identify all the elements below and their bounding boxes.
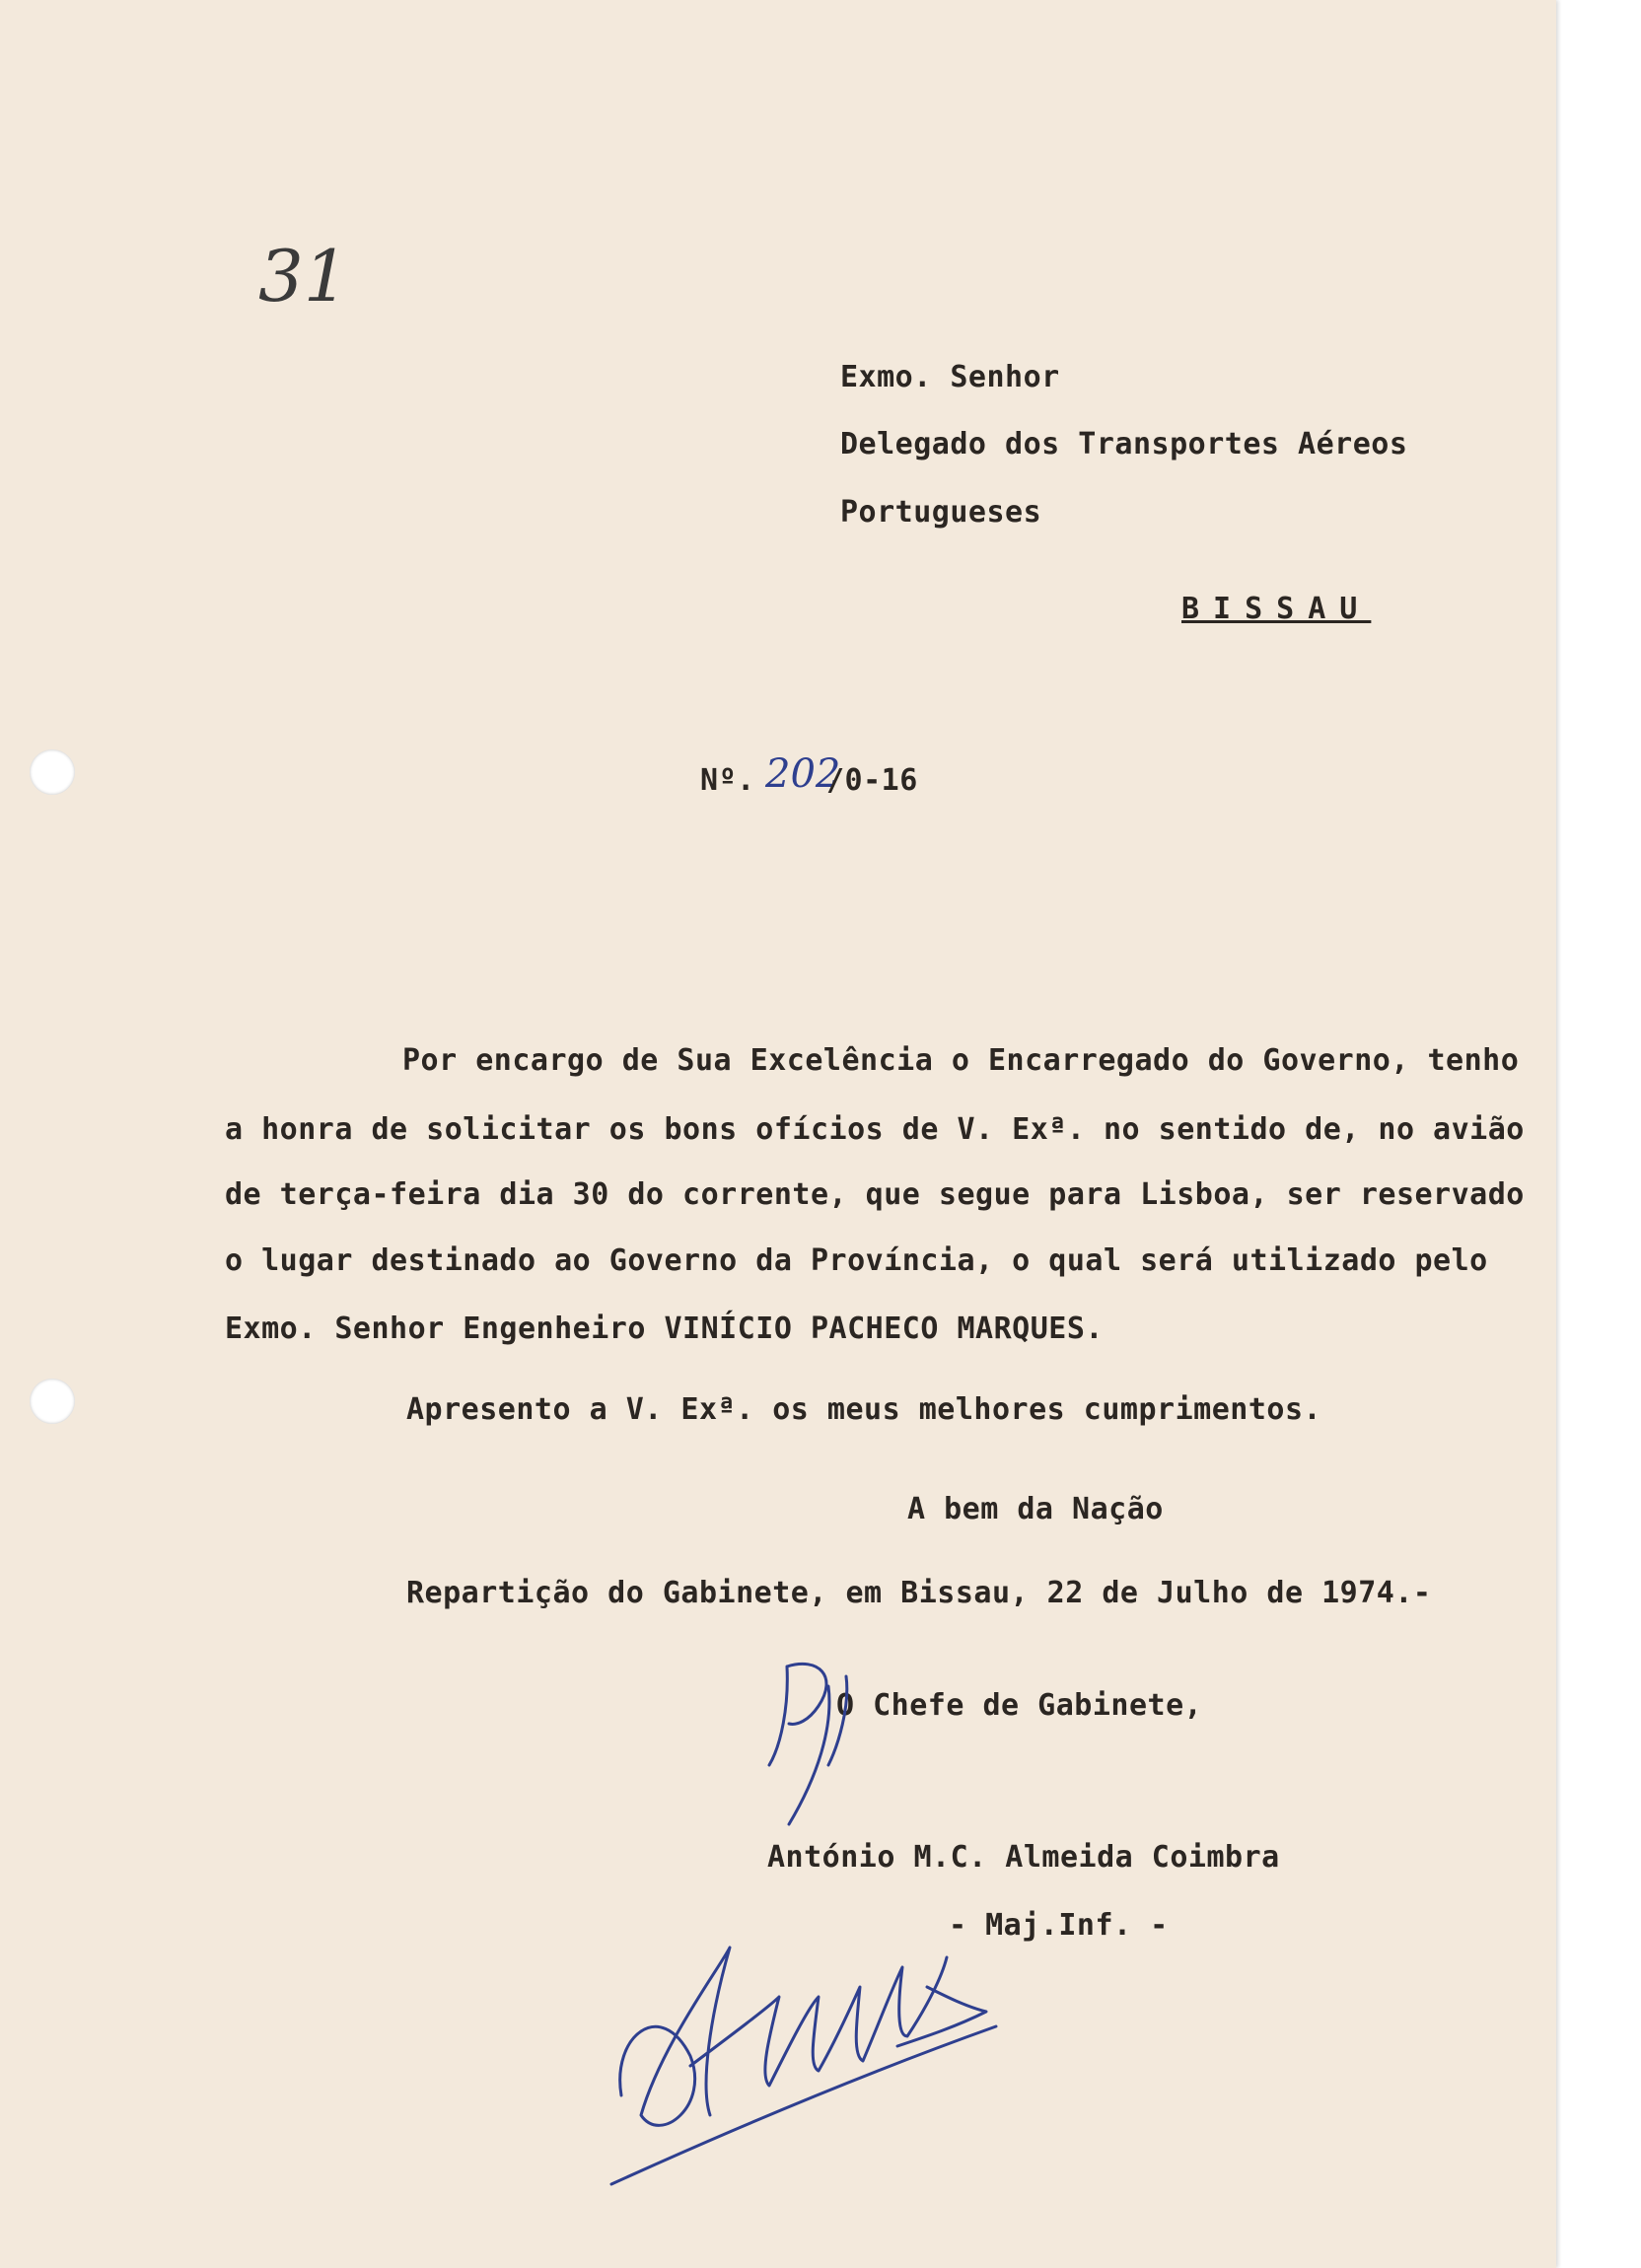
signatory-rank: - Maj.Inf. -: [949, 1908, 1169, 1943]
addressee-line2: Delegado dos Transportes Aéreos: [840, 427, 1408, 461]
punch-hole-top: [30, 749, 75, 795]
body-line2: a honra de solicitar os bons ofícios de V. Exª. no sentido de, no avião: [225, 1112, 1525, 1147]
body-line1: Por encargo de Sua Excelência o Encarregado do Governo, tenho: [402, 1043, 1520, 1078]
body-line3: de terça-feira dia 30 do corrente, que segue para Lisboa, ser reservado: [225, 1177, 1525, 1212]
initials-signature: [759, 1647, 878, 1834]
handwritten-signature: [602, 1888, 1016, 2204]
place-and-date: Repartição do Gabinete, em Bissau, 22 de Julho de 1974.-: [406, 1576, 1432, 1610]
reference-handwritten-number: 202: [765, 751, 841, 797]
punch-hole-bottom: [30, 1379, 75, 1424]
addressee-line1: Exmo. Senhor: [840, 360, 1060, 394]
signatory-name: António M.C. Almeida Coimbra: [767, 1840, 1280, 1875]
reference-suffix: /0-16: [826, 763, 918, 798]
closing-salutation: A bem da Nação: [907, 1492, 1164, 1526]
signature-title: O Chefe de Gabinete,: [836, 1688, 1203, 1723]
addressee-city: BISSAU: [1181, 592, 1372, 626]
addressee-line3: Portugueses: [840, 495, 1042, 530]
folio-number: 31: [258, 235, 349, 318]
body-line5: Exmo. Senhor Engenheiro VINÍCIO PACHECO MARQUES.: [225, 1311, 1104, 1346]
reference-prefix: Nº.: [700, 763, 755, 798]
body-line6: Apresento a V. Exª. os meus melhores cumprimentos.: [406, 1392, 1322, 1427]
body-line4: o lugar destinado ao Governo da Província, o qual será utilizado pelo: [225, 1243, 1488, 1278]
